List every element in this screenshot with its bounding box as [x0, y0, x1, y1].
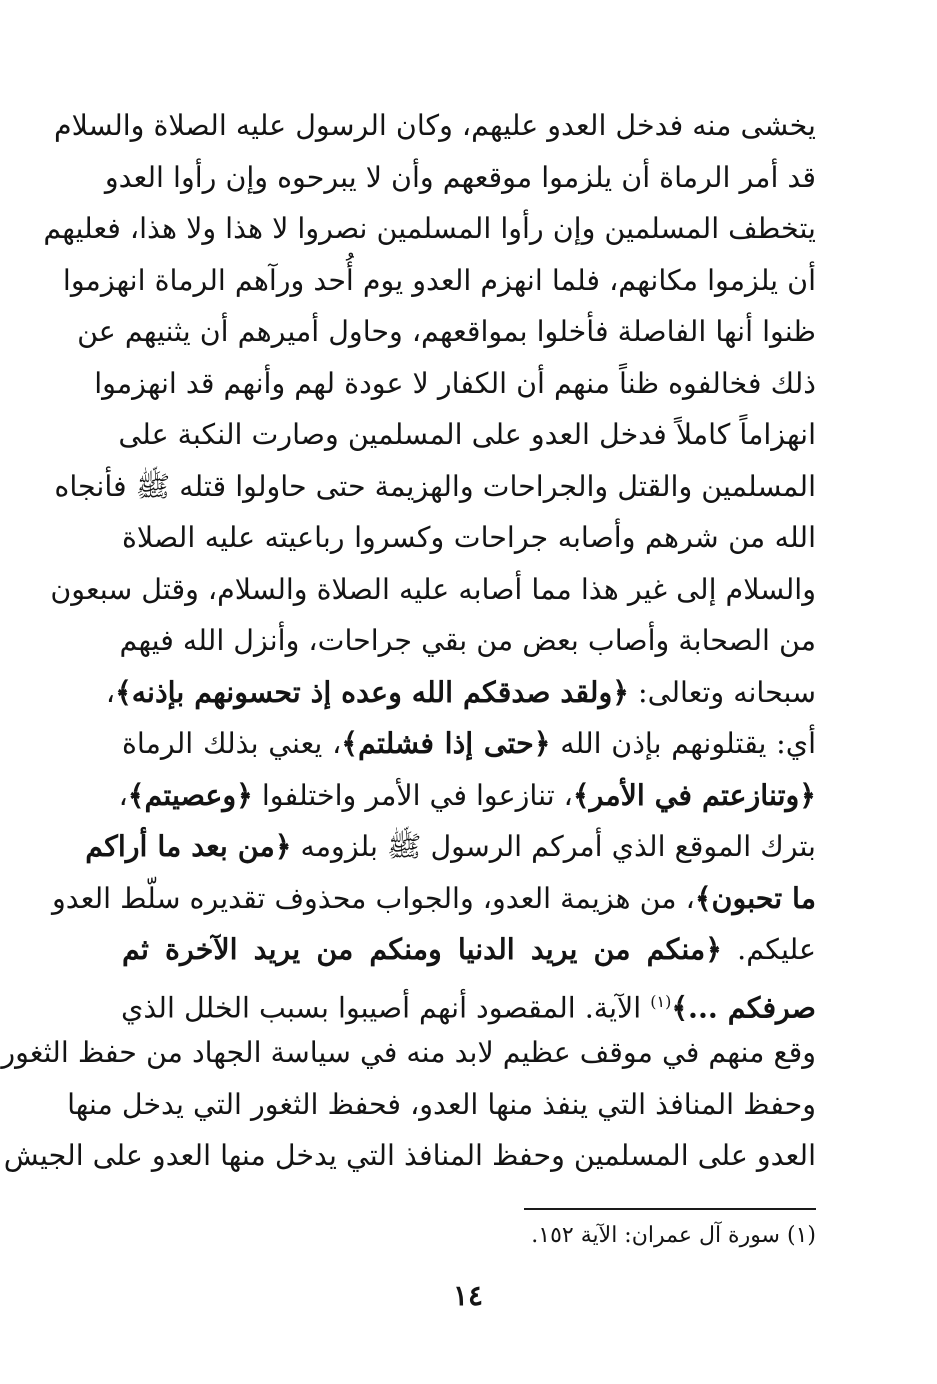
text-line-10: والسلام إلى غير هذا مما أصابه عليه الصلاة والسلام، وقتل سبعون	[50, 572, 816, 606]
footnote-reference: (١)	[650, 991, 672, 1011]
line-18-text: الآية. المقصود أنهم أصيبوا بسبب الخلل الذي	[121, 991, 651, 1024]
footnote: (١) سورة آل عمران: الآية ١٥٢.	[531, 1223, 816, 1248]
text-line-12	[105, 667, 816, 719]
quran-quote: صرفكم ...﴾	[671, 990, 816, 1024]
page-number: ١٤	[452, 1279, 484, 1312]
text-line-8: المسلمين والقتل والجراحات والهزيمة حتى حاولوا قتله ﷺ فأنجاه	[54, 469, 816, 503]
text-line-19: وقع منهم في موقف عظيم لابد منه في سياسة الجهاد من حفظ الثغور	[1, 1036, 816, 1069]
quran-quote: ﴿ولقد صدقكم الله وعده إذ تحسونهم بإذنه﴾	[115, 674, 629, 709]
line-17-text: عليكم.	[721, 933, 816, 966]
quran-quote: ﴿وتنازعتم في الأمر﴾	[572, 777, 816, 812]
line-13-text: أي: يقتلونهم بإذن الله	[550, 727, 817, 760]
quran-quote: ﴿من بعد ما أراكم	[85, 829, 292, 863]
line-12-text: سبحانه وتعالى:	[628, 675, 816, 709]
text-line-11: من الصحابة وأصاب بعض من بقي جراحات، وأنزل الله فيهم	[119, 624, 816, 657]
quran-quote: ﴿منكم من يريد الدنيا ومنكم من يريد الآخرة ثم	[122, 932, 722, 966]
text-line-2: قد أمر الرماة أن يلزموا موقعهم وأن لا يبرحوه وإن رأوا العدو	[104, 160, 816, 194]
quran-quote: ﴿وعصيتم﴾	[127, 777, 253, 812]
text-line-1: يخشى منه فدخل العدو عليهم، وكان الرسول عليه الصلاة والسلام	[54, 109, 816, 142]
text-line-14	[118, 770, 816, 822]
text-line-7: انهزاماً كاملاً فدخل العدو على المسلمين وصارت النكبة على	[118, 418, 816, 451]
footnote-divider	[524, 1208, 816, 1210]
text-line-5: ظنوا أنها الفاصلة فأخلوا بمواقعهم، وحاول أميرهم أن يثنيهم عن	[77, 315, 816, 348]
comma: ،	[118, 778, 128, 812]
text-line-16	[51, 873, 816, 925]
line-13-text-end: ، يعني بذلك الرماة	[122, 727, 342, 760]
quran-quote: ما تحبون﴾	[694, 880, 816, 915]
text-line-20: وحفظ المنافذ التي ينفذ منها العدو، فحفظ الثغور التي يدخل منها	[67, 1087, 816, 1121]
text-line-17	[122, 924, 816, 976]
quran-quote: ﴿حتى إذا فشلتم﴾	[341, 726, 551, 760]
text-line-18	[122, 976, 816, 1028]
text-line-21: العدو على المسلمين وحفظ المنافذ التي يدخل منها العدو على الجيش	[3, 1139, 816, 1172]
text-line-15	[85, 821, 816, 873]
line-14-text: ، تنازعوا في الأمر واختلفوا	[252, 778, 573, 812]
main-text	[1, 100, 817, 1182]
text-line-3: يتخطف المسلمين وإن رأوا المسلمين نصروا لا هذا ولا هذا، فعليهم	[43, 212, 816, 245]
line-15-text: بترك الموقع الذي أمركم الرسول ﷺ بلزومه	[291, 830, 816, 863]
line-16-text: ، من هزيمة العدو، والجواب محذوف تقديره سلّط العدو	[51, 881, 695, 915]
comma: ،	[105, 675, 116, 709]
text-line-9: الله من شرهم وأصابه جراحات وكسروا رباعيته عليه الصلاة	[122, 521, 816, 554]
text-line-6: ذلك فخالفوه ظناً منهم أن الكفار لا عودة لهم وأنهم قد انهزموا	[94, 366, 816, 400]
text-line-4: أن يلزموا مكانهم، فلما انهزم العدو يوم أُحد ورآهم الرماة انهزموا	[62, 263, 816, 297]
text-line-13	[122, 718, 816, 770]
